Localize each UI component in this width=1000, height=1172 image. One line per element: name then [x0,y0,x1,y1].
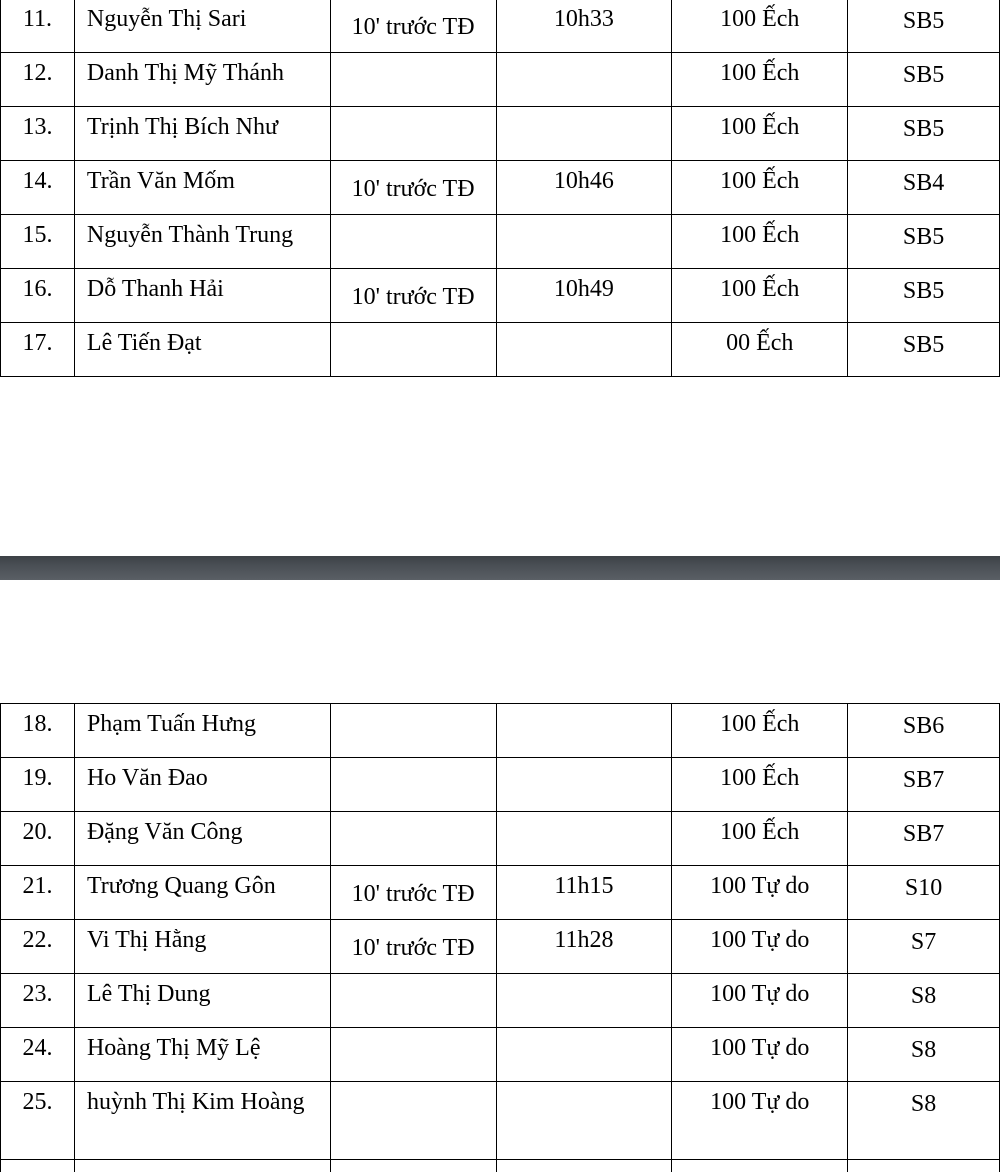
empty-cell [672,1160,848,1172]
table-row [1,758,1000,812]
event-name-cell: 100 Ếch [672,704,848,758]
start-time-cell [496,53,672,107]
table-row [1,161,1000,215]
athlete-name-cell: Danh Thị Mỹ Thánh [74,53,330,107]
event-name-cell: 100 Tự do [672,1028,848,1082]
classification-cell: SB5 [848,215,1000,269]
roster-table-bottom [0,703,1000,1172]
row-number-cell: 22. [1,920,75,974]
page-separator [0,556,1000,580]
athlete-name-cell: Phạm Tuấn Hưng [74,704,330,758]
row-number-cell: 24. [1,1028,75,1082]
event-name-cell: 00 Ếch [672,323,848,377]
row-number-cell: 19. [1,758,75,812]
event-name-cell: 100 Tự do [672,920,848,974]
empty-cell [848,1160,1000,1172]
document-page-bottom [0,580,1000,1172]
table-row-cut [1,1160,1000,1172]
classification-cell: SB7 [848,812,1000,866]
start-time-cell: 11h28 [496,920,672,974]
call-time-cell [330,107,496,161]
call-time-cell [330,1028,496,1082]
classification-cell: S8 [848,974,1000,1028]
classification-cell: SB5 [848,323,1000,377]
table-row [1,920,1000,974]
start-time-cell [496,323,672,377]
classification-cell: SB5 [848,53,1000,107]
classification-cell: SB5 [848,107,1000,161]
table-row [1,0,1000,53]
athlete-name-cell: Ho Văn Đao [74,758,330,812]
call-time-cell [330,758,496,812]
call-time-cell: 10' trước TĐ [330,161,496,215]
athlete-name-cell: Trần Văn Mốm [74,161,330,215]
table-row [1,107,1000,161]
table-row [1,866,1000,920]
row-number-cell: 20. [1,812,75,866]
start-time-cell [496,812,672,866]
call-time-cell [330,215,496,269]
call-time-cell: 10' trước TĐ [330,920,496,974]
call-time-cell [330,323,496,377]
athlete-name-cell: Vi Thị Hằng [74,920,330,974]
athlete-name-cell: Lê Tiến Đạt [74,323,330,377]
athlete-name-cell: Hoàng Thị Mỹ Lệ [74,1028,330,1082]
row-number-cell: 12. [1,53,75,107]
event-name-cell: 100 Tự do [672,866,848,920]
start-time-cell [496,215,672,269]
table-row [1,974,1000,1028]
event-name-cell: 100 Ếch [672,269,848,323]
athlete-name-cell: Trương Quang Gôn [74,866,330,920]
start-time-cell: 10h49 [496,269,672,323]
event-name-cell: 100 Ếch [672,215,848,269]
event-name-cell: 100 Tự do [672,1082,848,1160]
event-name-cell: 100 Tự do [672,974,848,1028]
row-number-cell: 16. [1,269,75,323]
call-time-cell: 10' trước TĐ [330,866,496,920]
call-time-cell: 10' trước TĐ [330,0,496,53]
event-name-cell: 100 Ếch [672,0,848,53]
event-name-cell: 100 Ếch [672,53,848,107]
row-number-cell: 14. [1,161,75,215]
classification-cell: S7 [848,920,1000,974]
start-time-cell [496,1082,672,1160]
athlete-name-cell: Nguyễn Thị Sari [74,0,330,53]
start-time-cell [496,758,672,812]
start-time-cell: 10h46 [496,161,672,215]
document-page-top [0,0,1000,556]
row-number-cell: 18. [1,704,75,758]
call-time-cell [330,1082,496,1160]
athlete-name-cell: Nguyễn Thành Trung [74,215,330,269]
start-time-cell [496,974,672,1028]
call-time-cell [330,974,496,1028]
row-number-cell: 25. [1,1082,75,1160]
event-name-cell: 100 Ếch [672,161,848,215]
table-row [1,1028,1000,1082]
empty-cell [496,1160,672,1172]
table-row [1,812,1000,866]
call-time-cell: 10' trước TĐ [330,269,496,323]
roster-table-top [0,0,1000,377]
classification-cell: SB5 [848,0,1000,53]
row-number-cell: 17. [1,323,75,377]
table-row [1,704,1000,758]
start-time-cell [496,107,672,161]
event-name-cell: 100 Ếch [672,758,848,812]
row-number-cell: 15. [1,215,75,269]
call-time-cell [330,704,496,758]
table-row [1,1082,1000,1160]
athlete-name-cell: Đặng Văn Công [74,812,330,866]
athlete-name-cell: Dỗ Thanh Hải [74,269,330,323]
classification-cell: SB7 [848,758,1000,812]
event-name-cell: 100 Ếch [672,812,848,866]
empty-cell [74,1160,330,1172]
classification-cell: SB6 [848,704,1000,758]
event-name-cell: 100 Ếch [672,107,848,161]
classification-cell: SB4 [848,161,1000,215]
classification-cell: SB5 [848,269,1000,323]
start-time-cell: 10h33 [496,0,672,53]
athlete-name-cell: huỳnh Thị Kim Hoàng [74,1082,330,1160]
table-row [1,269,1000,323]
start-time-cell [496,704,672,758]
athlete-name-cell: Lê Thị Dung [74,974,330,1028]
empty-cell [1,1160,75,1172]
call-time-cell [330,53,496,107]
call-time-cell [330,812,496,866]
table-row [1,215,1000,269]
classification-cell: S8 [848,1082,1000,1160]
classification-cell: S10 [848,866,1000,920]
athlete-name-cell: Trịnh Thị Bích Như [74,107,330,161]
table-row [1,53,1000,107]
empty-cell [330,1160,496,1172]
row-number-cell: 11. [1,0,75,53]
row-number-cell: 21. [1,866,75,920]
classification-cell: S8 [848,1028,1000,1082]
row-number-cell: 23. [1,974,75,1028]
row-number-cell: 13. [1,107,75,161]
start-time-cell: 11h15 [496,866,672,920]
start-time-cell [496,1028,672,1082]
table-row [1,323,1000,377]
